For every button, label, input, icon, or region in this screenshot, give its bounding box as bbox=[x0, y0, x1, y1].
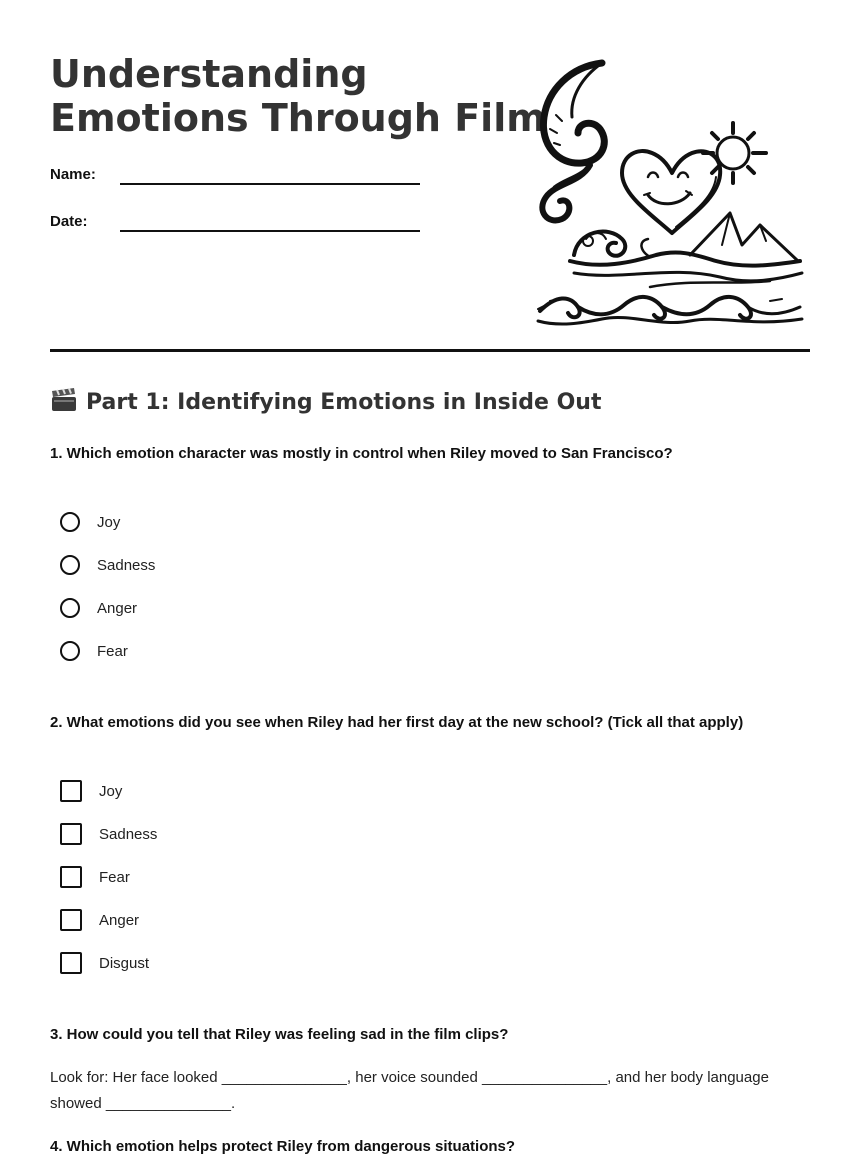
radio-button[interactable] bbox=[60, 641, 80, 661]
answer-prompt-line-1: Look for: Her face looked _______________, her voice sounded _______________, and her body language bbox=[50, 1069, 769, 1086]
title-line-1: Understanding bbox=[50, 52, 368, 96]
option-label: Fear bbox=[97, 642, 128, 660]
title-line-2: Emotions Through Film bbox=[50, 96, 546, 140]
clapperboard-icon bbox=[50, 388, 78, 418]
checkbox[interactable] bbox=[60, 952, 82, 974]
heart-sun-waves-illustration bbox=[530, 55, 810, 330]
option-check-disgust[interactable] bbox=[60, 951, 149, 975]
option-check-fear[interactable] bbox=[60, 865, 130, 889]
question-4: 4. Which emotion helps protect Riley from dangerous situations? bbox=[50, 1138, 516, 1155]
date-label: Date: bbox=[50, 213, 88, 230]
option-label: Sadness bbox=[99, 825, 158, 843]
option-radio-fear[interactable] bbox=[60, 639, 128, 663]
option-radio-sadness[interactable] bbox=[60, 553, 155, 577]
option-label: Joy bbox=[99, 782, 123, 800]
radio-button[interactable] bbox=[60, 512, 80, 532]
option-label: Anger bbox=[99, 911, 140, 929]
question-1: 1. Which emotion character was mostly in control when Riley moved to San Francisco? bbox=[50, 445, 673, 462]
radio-button[interactable] bbox=[60, 555, 80, 575]
option-label: Joy bbox=[97, 513, 121, 531]
option-radio-joy[interactable] bbox=[60, 510, 120, 534]
option-label: Fear bbox=[99, 868, 130, 886]
part1-heading bbox=[50, 388, 601, 418]
option-check-sadness[interactable] bbox=[60, 822, 157, 846]
date-input-line[interactable] bbox=[120, 230, 420, 232]
checkbox[interactable] bbox=[60, 780, 82, 802]
option-label: Disgust bbox=[99, 954, 150, 972]
radio-button[interactable] bbox=[60, 598, 80, 618]
header-divider bbox=[50, 349, 810, 352]
name-label: Name: bbox=[50, 166, 96, 183]
checkbox[interactable] bbox=[60, 823, 82, 845]
name-input-line[interactable] bbox=[120, 183, 420, 185]
question-3: 3. How could you tell that Riley was feeling sad in the film clips? bbox=[50, 1026, 509, 1043]
question-2: 2. What emotions did you see when Riley had her first day at the new school? (Tick all that apply) bbox=[50, 714, 744, 731]
worksheet-title bbox=[50, 52, 546, 140]
checkbox[interactable] bbox=[60, 909, 82, 931]
question-3-answer-prompt[interactable] bbox=[50, 1065, 810, 1117]
answer-prompt-line-2: showed _______________. bbox=[50, 1095, 236, 1112]
checkbox[interactable] bbox=[60, 866, 82, 888]
part1-heading-text: Part 1: Identifying Emotions in Inside Out bbox=[86, 390, 602, 415]
option-label: Sadness bbox=[97, 556, 156, 574]
option-label: Anger bbox=[97, 599, 138, 617]
option-check-anger[interactable] bbox=[60, 908, 139, 932]
option-radio-anger[interactable] bbox=[60, 596, 137, 620]
option-check-joy[interactable] bbox=[60, 779, 122, 803]
